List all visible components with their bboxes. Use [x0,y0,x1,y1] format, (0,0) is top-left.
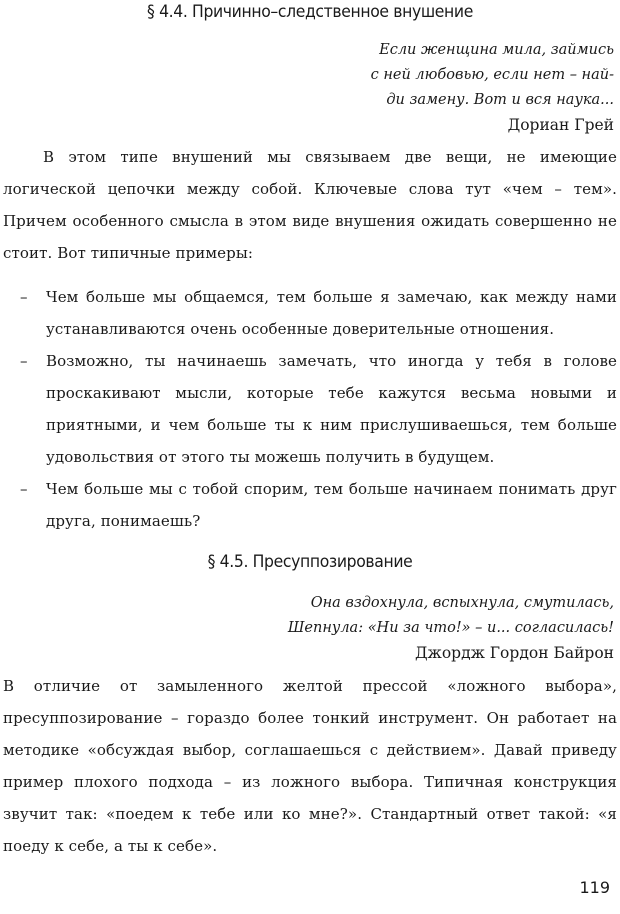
list-dash: – [20,352,28,370]
epigraph [288,591,614,666]
list-item [0,281,620,345]
epigraph [371,38,614,138]
body-paragraph: В отличие от замыленного желтой прессой «ложного выбора», пресуппозирование – гораздо более тонкий инструмент. Он работает на методике «обсуждая выбор, соглашаешься с действием». Давай приведу пример плохого подхода – из ложного выбора. Типичная конструкция звучит так: «поедем к тебе или ко мне?». Стандартный ответ такой: «я поеду к себе, а ты к себе». [3,677,617,855]
list-dash: – [20,288,28,306]
list-item [0,345,620,473]
list-item-text: Чем больше мы с тобой спорим, тем больше начинаем понимать друг друга, понимаешь? [46,480,617,530]
epigraph-line: ди замену. Вот и вся наука... [386,92,614,108]
list-dash: – [20,480,28,498]
list-item [0,473,620,537]
body-paragraph: В этом типе внушений мы связываем две вещи, не имеющие логической цепочки между собой. Ключевые слова тут «чем – тем». Причем особенного смысла в этом виде внушения ожидать совершенно не стоит. Вот типичные примеры: [3,148,617,262]
section-title: § 4.4. Причинно–следственное внушение [147,2,473,22]
epigraph-line: с ней любовью, если нет – най- [370,67,614,83]
epigraph-author: Джордж Гордон Байрон [414,644,614,662]
epigraph-line: Если женщина мила, займись [379,42,614,58]
page-number: 119 [579,878,610,897]
list-item-text: Чем больше мы общаемся, тем больше я замечаю, как между нами устанавливаются очень особенные доверительные отношения. [46,288,617,338]
epigraph-author: Дориан Грей [507,116,614,134]
list-item-text: Возможно, ты начинаешь замечать, что иногда у тебя в голове проскакивают мысли, которые тебе кажутся весьма новыми и приятными, и чем больше ты к ним прислушиваешься, тем больше удовольствия от этого ты можешь получить в будущем. [46,352,617,466]
epigraph-line: Шепнула: «Ни за что!» – и... согласилась! [287,620,614,636]
example-list [0,281,620,537]
section-title: § 4.5. Пресуппозирование [207,552,413,572]
epigraph-line: Она вздохнула, вспыхнула, смутилась, [310,595,614,611]
